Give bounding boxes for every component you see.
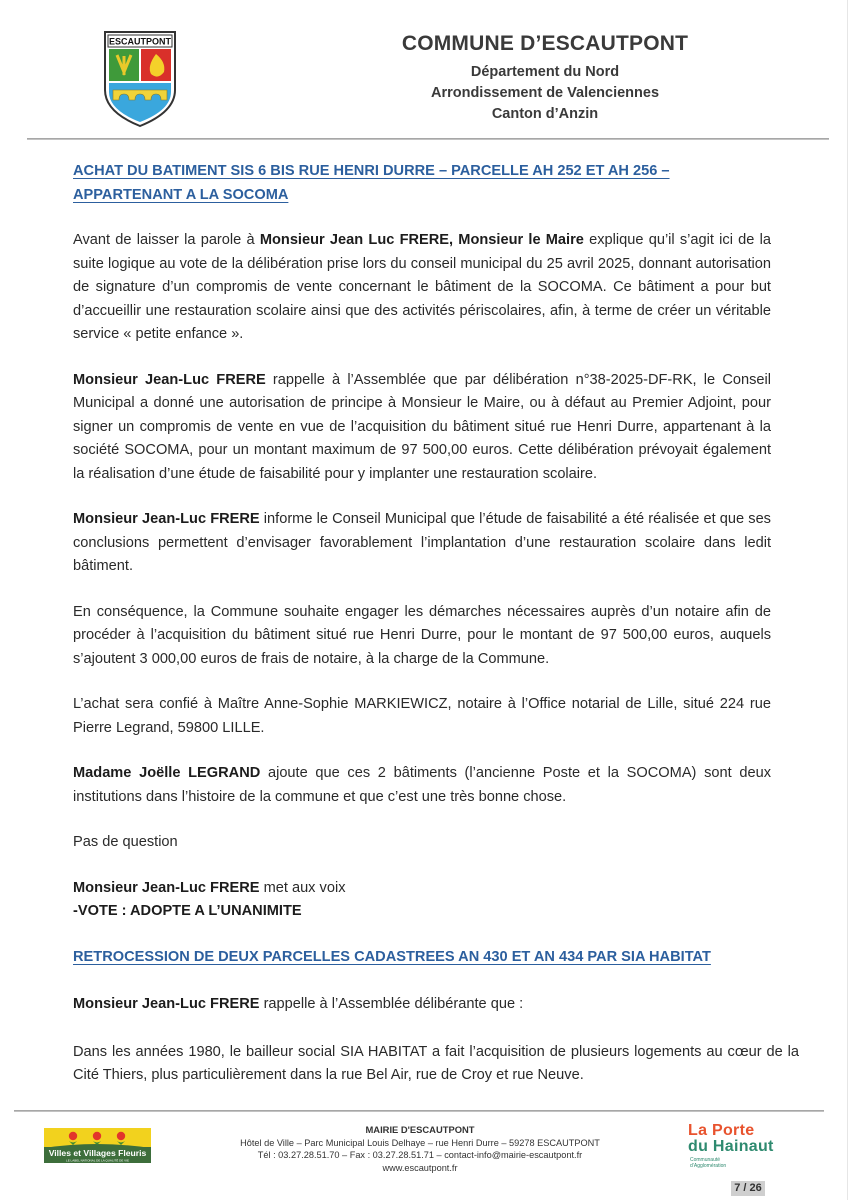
section2-heading: RETROCESSION DE DEUX PARCELLES CADASTREES AN 430 ET AN 434 PAR SIA HABITAT [73,948,711,965]
footer-website[interactable]: www.escautpont.fr [382,1162,458,1173]
speaker-name: Monsieur Jean Luc FRERE, Monsieur le Maire [259,232,584,248]
vote-call [73,877,771,901]
section1-paragraph-5: L’achat sera confié à Maître Anne-Sophie MARKIEWICZ, notaire à l’Office notarial de Lille, situé 224 rue Pierre Legrand, 59800 LILLE. [73,696,771,736]
section1-heading: ACHAT DU BATIMENT SIS 6 BIS RUE HENRI DURRE – PARCELLE AH 252 ET AH 256 – APPARTENANT A LA SOCOMA [73,163,670,203]
footer-contact [210,1124,630,1174]
header-divider [27,138,829,140]
text: explique qu’il s’agit ici de la suite logique au vote de la délibération prise lors du conseil municipal du 25 avril 2025, donnant autorisation de signature d’un compromis de vente concernant le bâtiment de la SOCOMA. Ce bâtiment a pour but d’accueillir une restauration scolaire ainsi que des activités périscolaires, afin, à terme de créer un véritable service « petite enfance ». [73,232,771,342]
section2-paragraph-1 [73,993,771,1017]
section1-paragraph-1 [73,229,771,347]
text: Avant de laisser la parole à [73,232,260,248]
text: informe le Conseil Municipal que l’étude de faisabilité a été réalisée et que ses conclusions permettent d’envisager favorablement l’implantation d’une restauration scolaire dans ledit bâtiment. [73,511,771,574]
footer-address: Hôtel de Ville – Parc Municipal Louis Delhaye – rue Henri Durre – 59278 ESCAUTPONT [240,1137,600,1148]
porte-sub2: d’Agglomération [690,1163,727,1169]
document-body [73,160,799,1088]
porte-line2: du Hainaut [688,1138,774,1155]
speaker-name: Monsieur Jean-Luc FRERE [73,996,260,1012]
footer-mairie: MAIRIE D'ESCAUTPONT [365,1124,475,1135]
vote-result [73,900,771,924]
page-edge [847,0,848,1200]
section2-paragraph-2: Dans les années 1980, le bailleur social SIA HABITAT a fait l’acquisition de plusieurs logements au cœur de la Cité Thiers, plus particulièrement dans la rue Bel Air, rue de Croy et rue Neuve. [73,1043,799,1083]
text: rappelle à l’Assemblée que par délibération n°38-2025-DF-RK, le Conseil Municipal a donné une autorisation de principe à Monsieur le Maire, ou à défaut au Premier Adjoint, pour signer un compromis de vente en vue de l’acquisition du bâtiment situé rue Henri Durre, appartenant à la société SOCOMA, pour un montant maximum de 97 500,00 euros. Cette délibération prévoyait également la réalisation d’une étude de faisabilité pour y implanter une restauration scolaire. [73,371,771,482]
no-question-note: Pas de question [73,834,178,850]
vvf-sub: LE LABEL NATIONAL DE LA QUALITÉ DE VIE [66,1158,129,1163]
escautpont-crest-logo [103,30,177,128]
text: met aux voix [259,879,346,896]
header-block [370,32,720,125]
departement: Département du Nord [470,64,620,80]
crest-label: ESCAUTPONT [108,36,172,47]
porte-sub1: Communauté [690,1157,721,1163]
commune-title: COMMUNE D’ESCAUTPONT [401,32,689,55]
section1-paragraph-2 [73,369,771,487]
vote-result-text: -VOTE : ADOPTE A L’UNANIMITE [73,903,302,919]
page-number: 7 / 26 [731,1181,765,1196]
speaker-name: Madame Joëlle LEGRAND [73,765,261,781]
section1-paragraph-4: En conséquence, la Commune souhaite engager les démarches nécessaires auprès d’un notaire afin de procéder à l’acquisition du bâtiment situé rue Henri Durre, pour le montant de 97 500,00 euros, auquels s’ajoutent 3 000,00 euros de frais de notaire, à la charge de la Commune. [73,603,771,667]
section1-paragraph-6 [73,762,771,809]
villes-villages-fleuris-logo [44,1128,151,1163]
vvf-label: Villes et Villages Fleuris [48,1148,147,1158]
speaker-name: Monsieur Jean-Luc FRERE [73,371,266,388]
footer-divider [14,1110,824,1112]
speaker-name: Monsieur Jean-Luc FRERE [73,511,260,527]
section1-paragraph-3 [73,508,771,579]
canton: Canton d’Anzin [491,106,599,122]
porte-line1: La Porte [688,1122,755,1139]
speaker-name: Monsieur Jean-Luc FRERE [73,879,260,896]
footer-phone-fax-email: Tél : 03.27.28.51.70 – Fax : 03.27.28.51.71 – contact-info@mairie-escautpont.fr [257,1150,583,1161]
arrondissement: Arrondissement de Valenciennes [430,85,660,101]
text: ajoute que ces 2 bâtiments (l’ancienne Poste et la SOCOMA) sont deux institutions dans l’histoire de la commune et que c’est une très bonne chose. [73,765,771,805]
la-porte-du-hainaut-logo [688,1123,788,1169]
text: rappelle à l’Assemblée délibérante que : [259,996,524,1012]
